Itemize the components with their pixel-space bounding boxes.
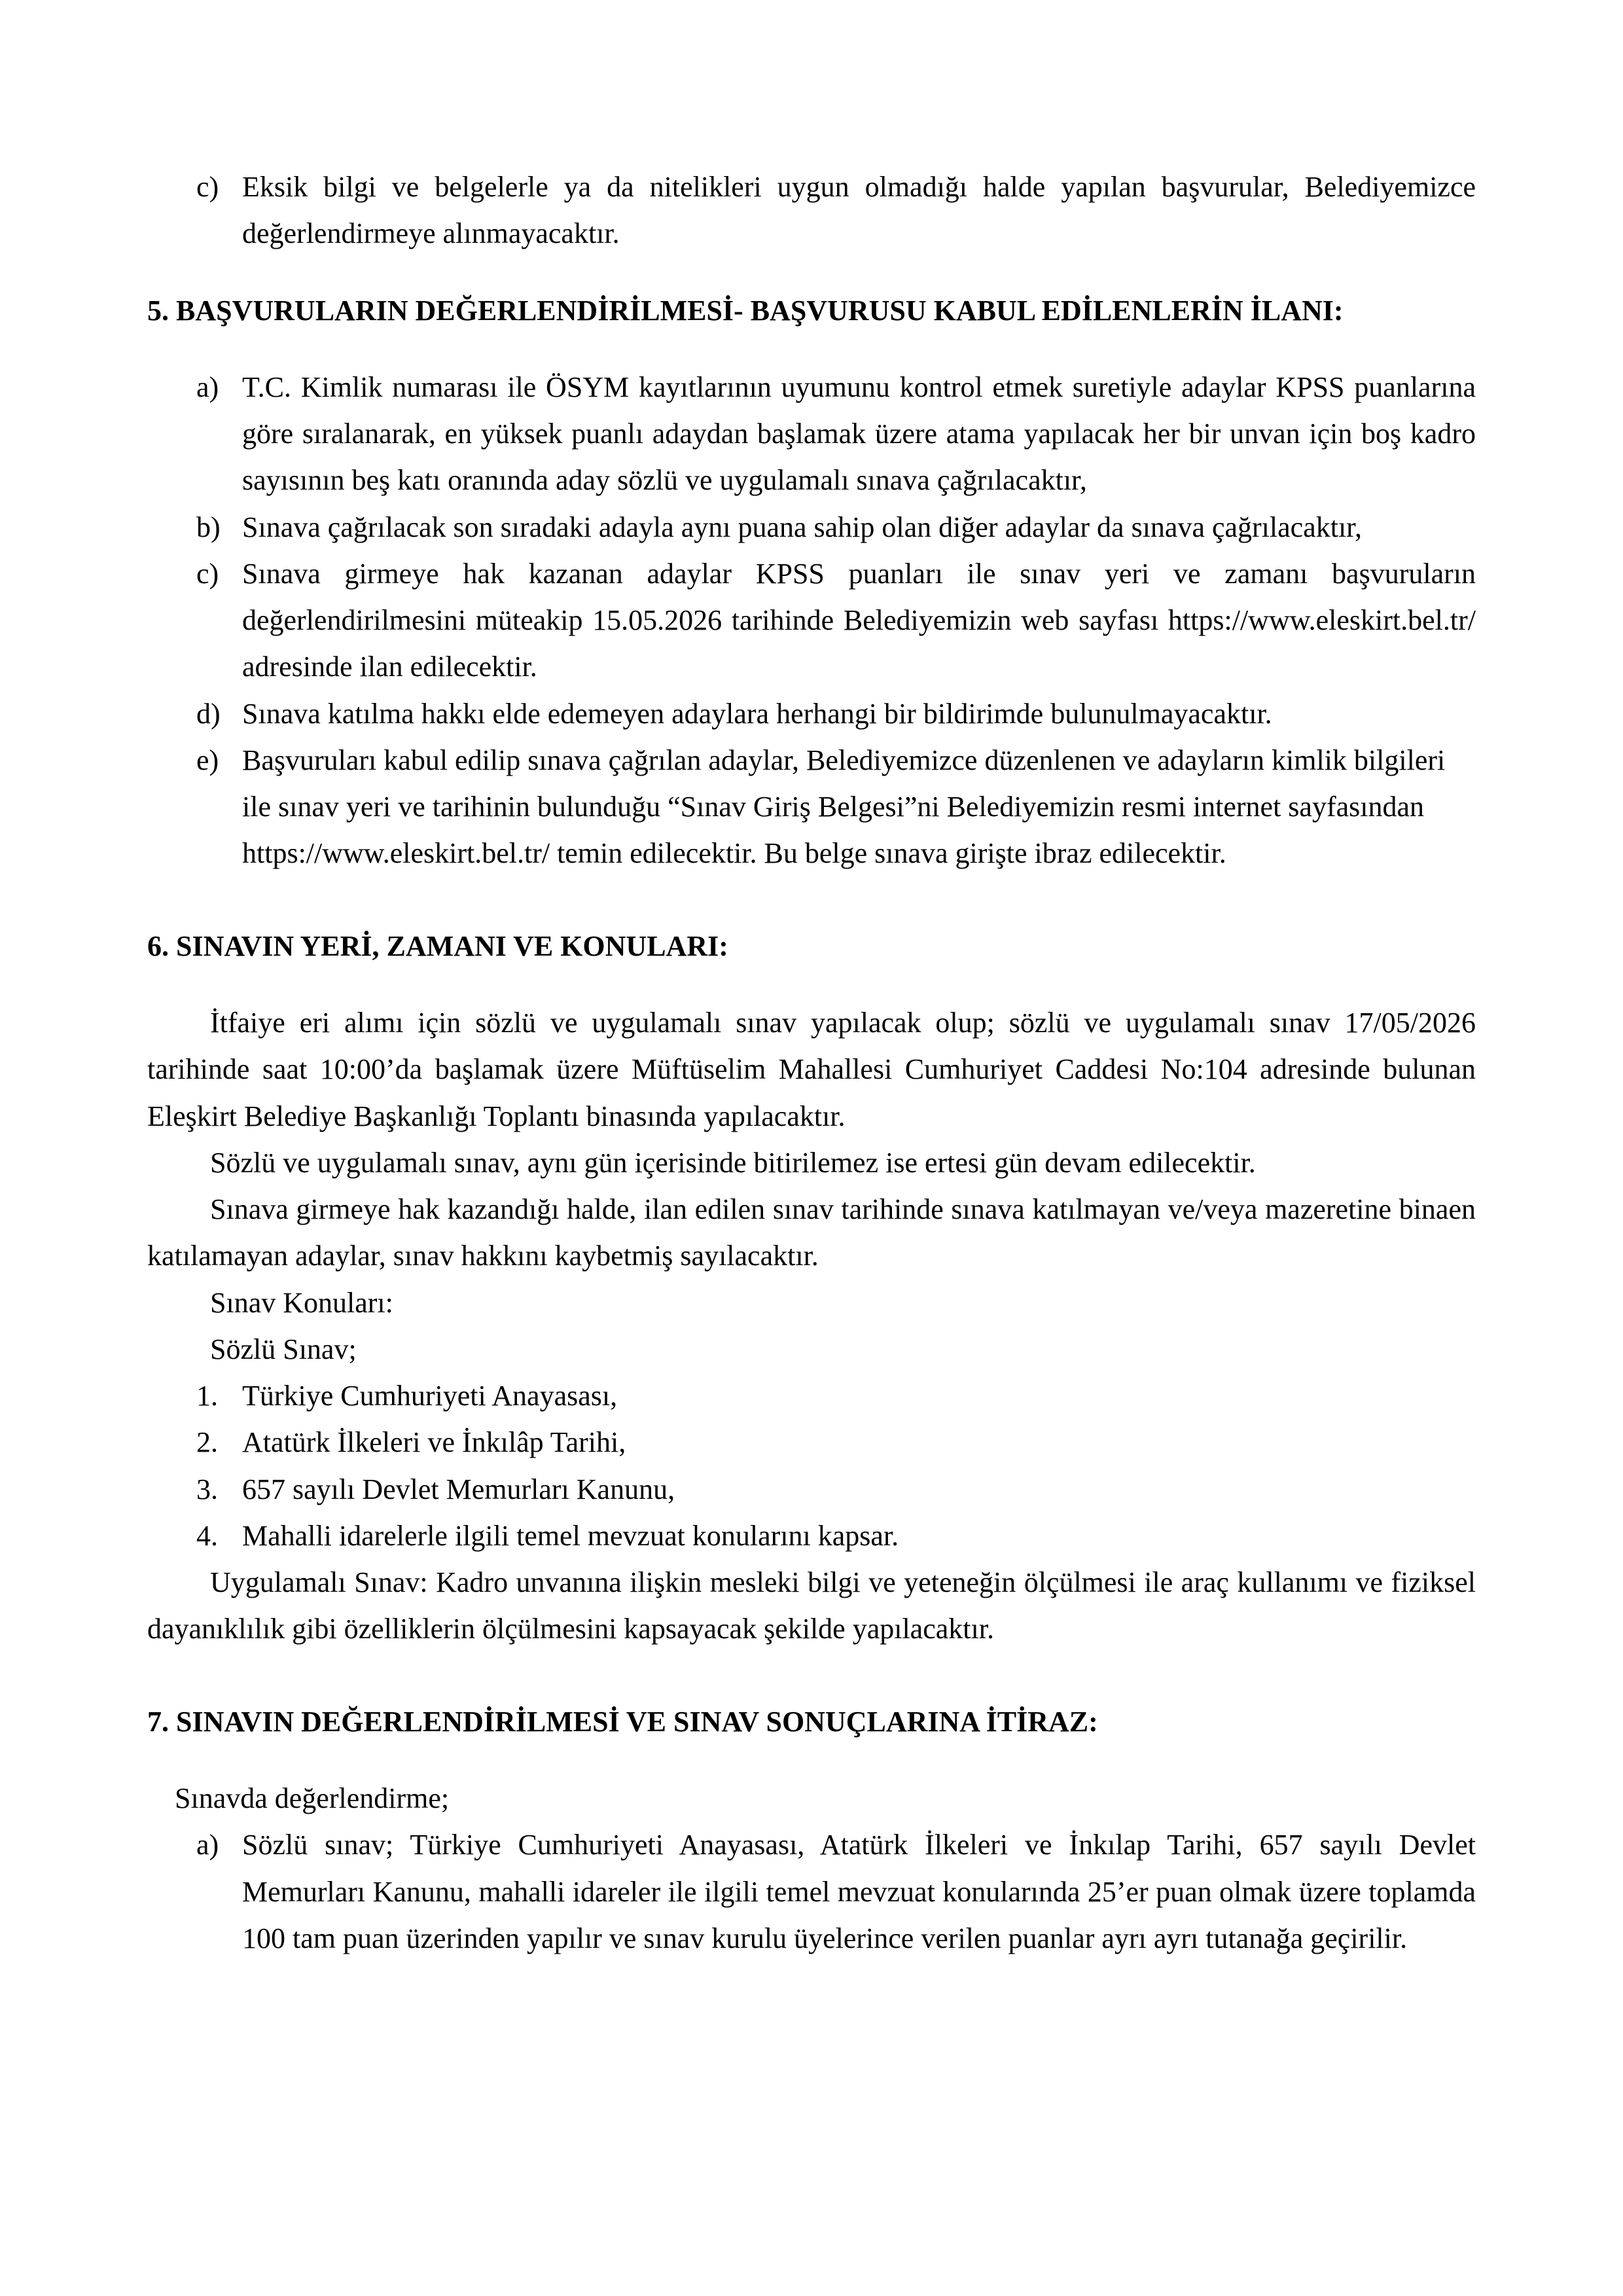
list-item-text: Sınava çağrılacak son sıradaki adayla aynı puana sahip olan diğer adaylar da sınava çağrılacaktır,	[242, 511, 1363, 543]
list-item	[147, 1372, 1476, 1419]
spacer	[147, 334, 1476, 364]
section-6-paragraph-1: İtfaiye eri alımı için sözlü ve uygulamalı sınav yapılacak olup; sözlü ve uygulamalı sınav 17/05/2026 tarihinde saat 10:00’da başlamak üzere Müftüselim Mahallesi Cumhuriyet Caddesi No:104 adresinde bulunan Eleşkirt Belediye Başkanlığı Toplantı binasında yapılacaktır.	[147, 1006, 1476, 1132]
exam-topics-label: Sınav Konuları:	[210, 1286, 393, 1319]
list-item	[147, 550, 1476, 691]
section-6-paragraph-2: Sözlü ve uygulamalı sınav, aynı gün içerisinde bitirilemez ise ertesi gün devam edilecektir.	[210, 1146, 1256, 1179]
spacer	[147, 877, 1476, 923]
list-item	[147, 504, 1476, 550]
spacer	[147, 257, 1476, 287]
list-item-text: Atatürk İlkeleri ve İnkılâp Tarihi,	[242, 1426, 626, 1459]
list-marker: 1.	[196, 1380, 218, 1412]
list-item-text: Sözlü sınav; Türkiye Cumhuriyeti Anayasası, Atatürk İlkeleri ve İnkılap Tarihi, 657 sayılı Devlet Memurları Kanunu, mahalli idareler ile ilgili temel mevzuat konularında 25’er puan olmak üzere toplamda 100 tam puan üzerinden yapılır ve sınav kurulu üyelerince verilen puanlar ayrı ayrı tutanağa geçirilir.	[242, 1829, 1476, 1954]
list-marker: a)	[196, 1829, 219, 1861]
section-7-heading: 7. SINAVIN DEĞERLENDİRİLMESİ VE SINAV SONUÇLARINA İTİRAZ:	[147, 1705, 1098, 1738]
list-item-text: 657 sayılı Devlet Memurları Kanunu,	[242, 1473, 675, 1505]
oral-exam-label: Sözlü Sınav;	[210, 1333, 357, 1365]
section-7-list	[147, 1821, 1476, 1962]
list-marker: a)	[196, 370, 219, 403]
list-item-text: Başvuruları kabul edilip sınava çağrılan adaylar, Belediyemizce düzenlenen ve adayların kimlik bilgileri ile sınav yeri ve tarihinin bulunduğu “Sınav Giriş Belgesi”ni Belediyemizin resmi internet sayfasından https://www.eleskirt.bel.tr/ temin edilecektir. Bu belge sınava girişte ibraz edilecektir.	[242, 744, 1446, 870]
list-item	[147, 364, 1476, 504]
evaluation-intro: Sınavda değerlendirme;	[175, 1782, 450, 1814]
list-marker: 2.	[196, 1426, 218, 1459]
list-marker: e)	[196, 744, 219, 776]
spacer	[147, 969, 1476, 999]
list-marker: 3.	[196, 1473, 218, 1505]
list-marker: b)	[196, 511, 221, 543]
continued-list	[147, 164, 1476, 257]
list-item	[147, 1466, 1476, 1513]
spacer	[147, 1653, 1476, 1698]
list-item	[147, 1513, 1476, 1559]
list-item	[147, 737, 1476, 877]
section-6-heading: 6. SINAVIN YERİ, ZAMANI VE KONULARI:	[147, 929, 728, 962]
list-item-text: Mahalli idarelerle ilgili temel mevzuat konularını kapsar.	[242, 1519, 899, 1552]
list-item-text: Türkiye Cumhuriyeti Anayasası,	[242, 1380, 618, 1412]
list-marker: c)	[196, 171, 219, 203]
list-marker: d)	[196, 697, 221, 730]
section-6-paragraph-3: Sınava girmeye hak kazandığı halde, ilan edilen sınav tarihinde sınava katılmayan ve/veya mazeretine binaen katılamayan adaylar, sınav hakkını kaybetmiş sayılacaktır.	[147, 1193, 1476, 1272]
exam-topics-list	[147, 1372, 1476, 1559]
list-item	[147, 691, 1476, 737]
list-item	[147, 164, 1476, 257]
list-item-text: Eksik bilgi ve belgelerle ya da nitelikleri uygun olmadığı halde yapılan başvurular, Belediyemizce değerlendirmeye alınmayacaktır.	[242, 171, 1476, 250]
practical-exam-paragraph: Uygulamalı Sınav: Kadro unvanına ilişkin mesleki bilgi ve yeteneğin ölçülmesi ile araç kullanımı ve fiziksel dayanıklılık gibi özelliklerin ölçülmesini kapsayacak şekilde yapılacaktır.	[147, 1566, 1476, 1645]
list-item-text: Sınava girmeye hak kazanan adaylar KPSS puanları ile sınav yeri ve zamanı başvuruların değerlendirilmesini müteakip 15.05.2026 tarihinde Belediyemizin web sayfası https://www.eleskirt.bel.tr/ adresinde ilan edilecektir.	[242, 557, 1476, 683]
list-item-text: T.C. Kimlik numarası ile ÖSYM kayıtlarının uyumunu kontrol etmek suretiyle adaylar KPSS puanlarına göre sıralanarak, en yüksek puanlı adaydan başlamak üzere atama yapılacak her bir unvan için boş kadro sayısının beş katı oranında aday sözlü ve uygulamalı sınava çağrılacaktır,	[242, 370, 1476, 497]
section-5-heading: 5. BAŞVURULARIN DEĞERLENDİRİLMESİ- BAŞVURUSU KABUL EDİLENLERİN İLANI:	[147, 294, 1344, 327]
list-item	[147, 1821, 1476, 1962]
list-marker: 4.	[196, 1519, 218, 1552]
list-item-text: Sınava katılma hakkı elde edemeyen adaylara herhangi bir bildirimde bulunulmayacaktır.	[242, 697, 1272, 730]
list-item	[147, 1419, 1476, 1465]
list-marker: c)	[196, 557, 219, 590]
document-body	[147, 164, 1476, 1962]
spacer	[147, 1745, 1476, 1775]
section-5-list	[147, 364, 1476, 877]
